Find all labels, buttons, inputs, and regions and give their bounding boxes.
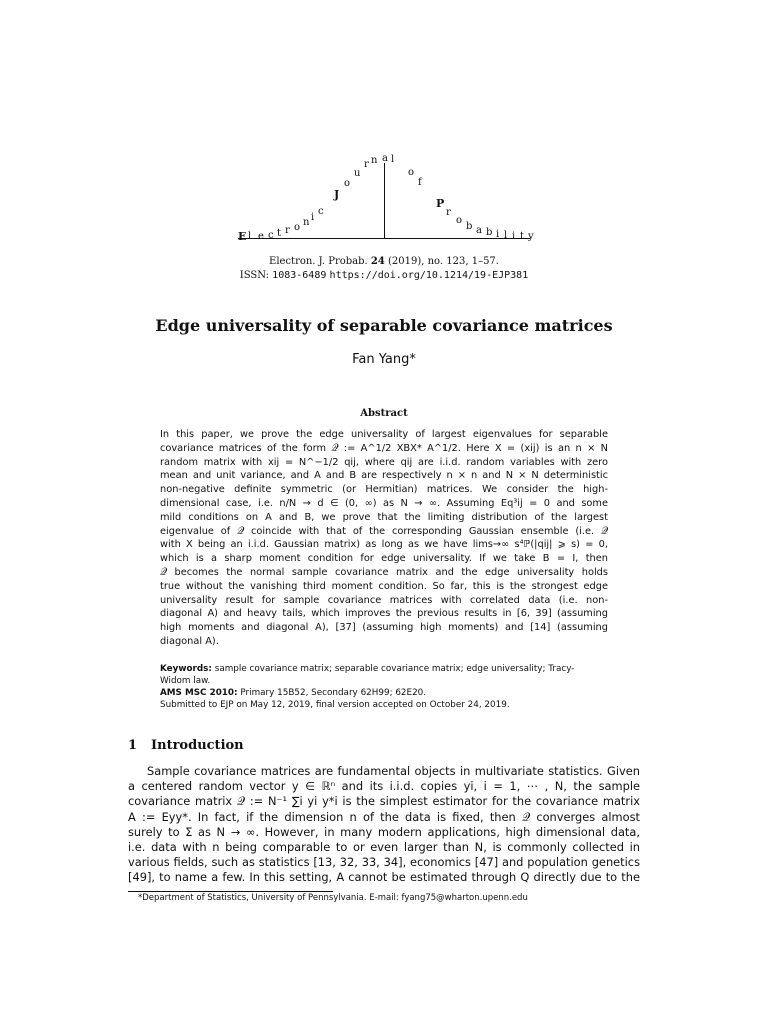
- logo-letter: n: [371, 155, 378, 166]
- logo-letter: i: [512, 231, 516, 242]
- abstract-line: eigenvalue of 𝒬 coincide with that of the corresponding Gaussian ensemble (i.e. 𝒬: [160, 525, 608, 537]
- logo-letter: a: [382, 153, 388, 164]
- section-number: 1: [128, 738, 138, 753]
- logo-letter: u: [354, 168, 361, 179]
- abstract-line: random matrix with xij = N^−1/2 qij, where qij are i.i.d. random variables with zero: [160, 456, 608, 468]
- logo-letter: t: [520, 231, 525, 242]
- logo-letter: r: [446, 207, 451, 218]
- author-name: Fan Yang*: [352, 352, 416, 367]
- intro-paragraph: [128, 764, 640, 886]
- abstract-heading: Abstract: [360, 408, 408, 419]
- abstract-line: true without the vanishing third moment condition. So far, this is the strongest edge: [160, 580, 608, 592]
- abstract-line: with X being an i.i.d. Gaussian matrix) as long as we have lims→∞ s⁴ℙ(|qij| ⩾ s) = 0,: [160, 539, 608, 551]
- abstract-body: [160, 428, 608, 649]
- logo-letter: e: [258, 231, 264, 242]
- issn-line: [0, 270, 768, 281]
- logo-letter: c: [268, 230, 274, 241]
- footnote: *Department of Statistics, University of Pennsylvania. E-mail: fyang75@wharton.upenn.edu: [138, 893, 528, 903]
- abstract-line: mild conditions on A and B, we prove that the limiting distribution of the largest: [160, 511, 608, 523]
- logo-letter: l: [391, 154, 395, 165]
- abstract-line: mean and unit variance, and A and B are respectively n × n and N × N deterministic: [160, 470, 608, 482]
- citation-volume: 24: [370, 256, 385, 267]
- logo-letter: c: [318, 206, 324, 217]
- logo-letter: o: [408, 167, 415, 178]
- intro-line: [49], to name a few. In this setting, A cannot be estimated through Q directly due to the: [128, 870, 640, 885]
- intro-line: covariance matrix 𝒬 := N⁻¹ ∑i yi y*i is the simplest estimator for the covariance matrix: [128, 794, 640, 809]
- logo-letter: P: [436, 197, 445, 210]
- citation-line: [0, 256, 768, 267]
- logo-letter: E: [238, 230, 247, 243]
- doi-link[interactable]: https://doi.org/10.1214/19-EJP381: [329, 270, 529, 281]
- logo-letter: o: [456, 215, 463, 226]
- logo-vertical-rule: [384, 163, 385, 239]
- logo-letter: o: [294, 222, 301, 233]
- ams-text: Primary 15B52, Secondary 62H99; 62E20.: [237, 688, 427, 698]
- logo-horizontal-rule: [238, 238, 530, 239]
- logo-letter: r: [285, 225, 290, 236]
- section-heading: [128, 738, 244, 753]
- logo-letter: f: [418, 177, 422, 188]
- abstract-line: In this paper, we prove the edge universality of largest eigenvalues for separable: [160, 429, 608, 440]
- citation-journal: Electron. J. Probab.: [269, 256, 371, 267]
- paper-title: Edge universality of separable covariance matrices: [155, 316, 613, 335]
- intro-line: a centered random vector y ∈ ℝⁿ and its i.i.d. copies yi, i = 1, ⋯ , N, the sample: [128, 779, 640, 794]
- citation-issue: (2019), no. 123, 1–57.: [384, 256, 499, 267]
- logo-letter: l: [248, 231, 252, 242]
- keywords: [160, 663, 620, 687]
- intro-line: i.e. data with n being comparable to or even larger than N, is commonly collected in: [128, 840, 640, 855]
- abstract-line: dimensional case, i.e. n/N → d ∈ (0, ∞) as N → ∞. Assuming Eq³ij = 0 and some: [160, 497, 608, 509]
- logo-letter: i: [496, 229, 500, 240]
- abstract-line: non-negative definite symmetric (or Hermitian) matrices. We consider the high-: [160, 484, 608, 496]
- keywords-text: sample covariance matrix; separable covariance matrix; edge universality; Tracy-: [211, 664, 575, 674]
- ams-msc: [160, 687, 620, 699]
- issn-label: ISSN:: [239, 270, 273, 281]
- intro-line: various fields, such as statistics [13, 32, 33, 34], economics [47] and population genetics: [128, 855, 640, 870]
- ams-label: AMS MSC 2010:: [160, 688, 238, 698]
- logo-letter: t: [277, 228, 282, 239]
- intro-line: A := Eyy*. In fact, if the dimension n of the data is fixed, then 𝒬 converges almost: [128, 809, 640, 824]
- logo-letter: o: [344, 178, 351, 189]
- logo-letter: l: [504, 230, 508, 241]
- keywords-label: Keywords:: [160, 664, 212, 674]
- logo-letter: b: [486, 227, 493, 238]
- keywords-text-cont: Widom law.: [160, 676, 211, 686]
- journal-logo: [230, 145, 540, 245]
- abstract-line: diagonal A) and heavy tails, which improves the previous results in [6, 39] (assuming: [160, 608, 608, 620]
- abstract-line: which is a sharp moment condition for edge universality. If we take B = I, then: [160, 553, 608, 565]
- submission-note: Submitted to EJP on May 12, 2019, final version accepted on October 24, 2019.: [160, 700, 510, 710]
- abstract-line: universality result for sample covariance matrices with correlated data (i.e. non-: [160, 594, 608, 606]
- issn-value: 1083-6489: [272, 270, 327, 281]
- logo-letter: J: [334, 188, 340, 201]
- logo-letter: b: [466, 221, 473, 232]
- logo-letter: a: [476, 225, 482, 236]
- logo-letter: y: [528, 231, 534, 242]
- intro-line: surely to Σ as N → ∞. However, in many modern applications, high dimensional data,: [128, 824, 640, 839]
- abstract-line: covariance matrices of the form 𝒬 := A^1/2 XBX* A^1/2. Here X = (xij) is an n × N: [160, 442, 608, 454]
- abstract-line: diagonal A).: [160, 635, 219, 647]
- footnote-rule: [128, 891, 333, 892]
- logo-letter: n: [303, 217, 310, 228]
- intro-line: Sample covariance matrices are fundamental objects in multivariate statistics. Given: [147, 764, 640, 778]
- logo-letter: i: [311, 212, 315, 223]
- abstract-line: high moments and diagonal A), [37] (assuming high moments) and [14] (assuming: [160, 622, 608, 634]
- abstract-line: 𝒬 becomes the normal sample covariance matrix and the edge universality holds: [160, 566, 608, 578]
- section-title: Introduction: [151, 738, 244, 753]
- logo-letter: r: [364, 159, 369, 170]
